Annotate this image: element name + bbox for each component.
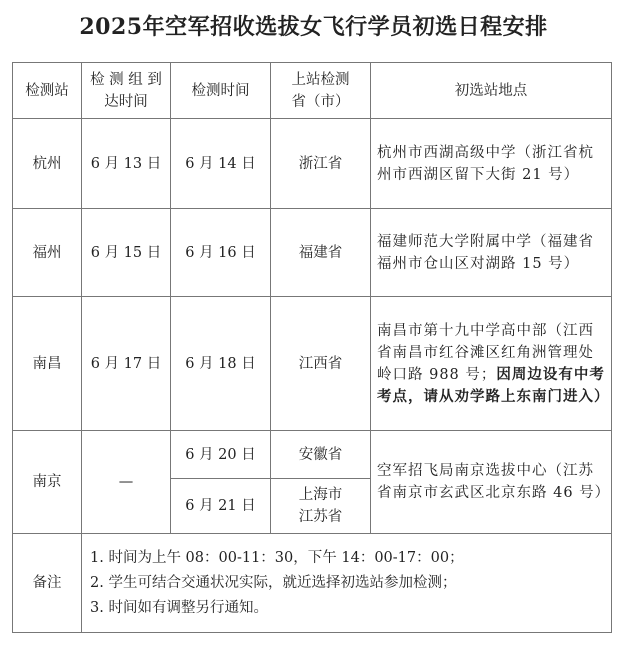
table-row xyxy=(13,297,612,431)
header-province: 上站检测 省（市） xyxy=(271,63,371,119)
station: 杭州 xyxy=(13,119,82,209)
notes-row xyxy=(13,534,612,633)
table-row xyxy=(13,119,612,209)
station: 南昌 xyxy=(13,297,82,431)
location xyxy=(371,297,612,431)
header-test-time: 检测时间 xyxy=(171,63,271,119)
table-row xyxy=(13,431,612,479)
province: 浙江省 xyxy=(271,119,371,209)
station: 福州 xyxy=(13,209,82,297)
test-time: 6 月 20 日 xyxy=(171,431,271,479)
note-item: 3. 时间如有调整另行通知。 xyxy=(90,599,268,616)
note-item: 1. 时间为上午 08：00-11：30，下午 14：00-17：00； xyxy=(90,549,464,566)
header-arrival: 检 测 组 到达时间 xyxy=(82,63,171,119)
location: 福建师范大学附属中学（福建省福州市仓山区对湖路 15 号） xyxy=(371,209,612,297)
arrival: — xyxy=(82,431,171,534)
header-location: 初选站地点 xyxy=(371,63,612,119)
test-time: 6 月 21 日 xyxy=(171,479,271,534)
schedule-table xyxy=(12,62,612,633)
province: 福建省 xyxy=(271,209,371,297)
table-row xyxy=(13,209,612,297)
arrival: 6 月 15 日 xyxy=(82,209,171,297)
test-time: 6 月 14 日 xyxy=(171,119,271,209)
note-item: 2. 学生可结合交通状况实际，就近选择初选站参加检测； xyxy=(90,574,457,591)
notes-content xyxy=(82,534,612,633)
test-time: 6 月 18 日 xyxy=(171,297,271,431)
province: 安徽省 xyxy=(271,431,371,479)
province: 上海市 江苏省 xyxy=(271,479,371,534)
header-station: 检测站 xyxy=(13,63,82,119)
location-text: 南昌市第十九中学高中部（江西省南昌市红谷滩区红角洲管理处岭口路 988 号； xyxy=(377,322,594,383)
header-row xyxy=(13,63,612,119)
arrival: 6 月 17 日 xyxy=(82,297,171,431)
test-time: 6 月 16 日 xyxy=(171,209,271,297)
arrival: 6 月 13 日 xyxy=(82,119,171,209)
location: 空军招飞局南京选拔中心（江苏省南京市玄武区北京东路 46 号） xyxy=(371,431,612,534)
province: 江西省 xyxy=(271,297,371,431)
page-title: 2025年空军招收选拔女飞行学员初选日程安排 xyxy=(79,14,548,40)
location: 杭州市西湖高级中学（浙江省杭州市西湖区留下大街 21 号） xyxy=(371,119,612,209)
station: 南京 xyxy=(13,431,82,534)
location-note: 因周边设有中考考点，请从劝学路上东南门进入） xyxy=(377,365,610,405)
notes-label: 备注 xyxy=(13,534,82,633)
